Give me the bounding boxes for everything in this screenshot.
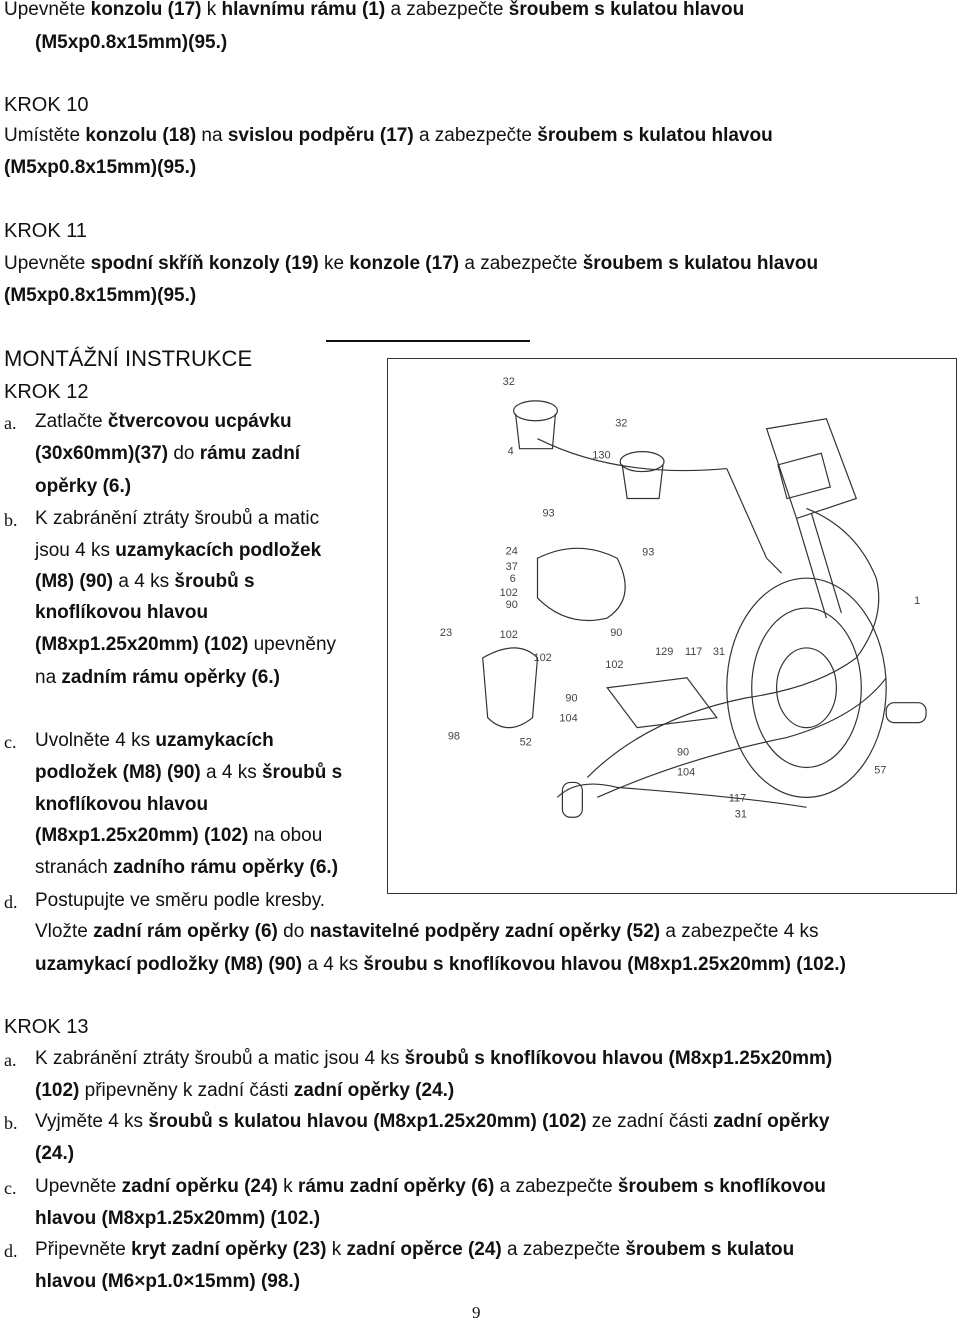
page-number: 9: [472, 1303, 481, 1322]
section-title: MONTÁŽNÍ INSTRUKCE: [4, 346, 253, 371]
step-13-c-line: [35, 1175, 826, 1199]
bold-text: nastavitelné podpěry zadní opěrky (52): [309, 921, 661, 942]
step-10-line-1: [4, 124, 773, 148]
bold-text: šroubem s kulatou: [625, 1239, 795, 1260]
text-run: ze zadní části: [586, 1111, 714, 1132]
part-label: 1: [914, 595, 921, 608]
bold-text: šroubů s: [174, 571, 255, 592]
bold-text: šroubem s kulatou hlavou: [508, 0, 745, 20]
step-12-b-line: [35, 570, 255, 594]
part-label: 90: [610, 626, 623, 639]
part-label: 90: [505, 599, 518, 612]
bold-text: (M5xp0.8x15mm)(95.): [4, 285, 197, 306]
front-stabilizer: [886, 703, 926, 723]
step-12-c-line: [35, 729, 274, 753]
part-label: 24: [505, 545, 518, 558]
text-run: k: [201, 0, 222, 20]
text-run: a zabezpečte: [494, 1176, 618, 1197]
bold-text: šroubů s knoflíkovou hlavou (M8xp1.25x20mm): [404, 1048, 833, 1069]
bold-text: zadní opěrky (24.): [293, 1080, 455, 1101]
part-label: 102: [499, 628, 518, 641]
text-run: Postupujte ve směru podle kresby.: [35, 890, 326, 911]
part-label: 102: [533, 651, 552, 664]
part-label: 57: [874, 764, 887, 777]
bold-text: svislou podpěru (17): [227, 125, 414, 146]
bold-text: zadním rámu opěrky (6.): [61, 667, 280, 688]
text-run: jsou 4 ks: [35, 540, 116, 561]
text-run: Vyjměte 4 ks: [35, 1111, 149, 1132]
step-11-line-2: [4, 284, 196, 308]
bold-text: (102): [35, 1080, 80, 1101]
text-run: a 4 ks: [302, 954, 364, 975]
bold-text: spodní skříň konzoly (19): [90, 253, 319, 274]
bold-text: podložek (M8) (90): [35, 762, 201, 783]
bold-text: (M8xp1.25x20mm) (102): [35, 825, 249, 846]
bold-text: šroubem s knoflíkovou: [617, 1176, 826, 1197]
bold-text: knoflíkovou hlavou: [35, 602, 209, 623]
text-run: Vložte: [35, 921, 94, 942]
text-run: stranách: [35, 857, 114, 878]
step-13-heading: KROK 13: [4, 1016, 89, 1038]
bold-text: rámu zadní opěrky (6): [297, 1176, 495, 1197]
bold-text: (M5xp0.8x15mm)(95.): [4, 157, 197, 178]
step-12-c-line: [35, 824, 322, 848]
text-run: K zabránění ztráty šroubů a matic: [35, 508, 320, 529]
bold-text: čtvercovou ucpávku: [107, 411, 292, 432]
part-label: 37: [505, 561, 518, 574]
cup-holder-left: [514, 401, 558, 421]
bold-text: hlavnímu rámu (1): [221, 0, 386, 20]
text-run: Upevněte: [4, 253, 91, 274]
step-10-heading: KROK 10: [4, 94, 89, 116]
part-label: 98: [447, 730, 461, 743]
text-run: a zabezpečte: [459, 253, 583, 274]
step-12-d-marker: d.: [4, 892, 18, 912]
bold-text: hlavou (M8xp1.25x20mm) (102.): [35, 1208, 321, 1229]
intro-line-1: [4, 0, 744, 22]
step-13-c-line: [35, 1207, 320, 1231]
step-12-b-line: [35, 601, 208, 625]
part-label: 93: [542, 507, 555, 520]
part-label: 23: [439, 626, 453, 639]
step-12-b-line: [35, 666, 280, 690]
part-label: 130: [592, 449, 611, 462]
bold-text: konzole (17): [349, 253, 460, 274]
step-12-c-line: [35, 761, 342, 785]
step-10-line-2: [4, 156, 196, 180]
console: [767, 419, 857, 519]
step-12-c-marker: c.: [4, 732, 17, 752]
text-run: připevněny k zadní části: [79, 1080, 294, 1101]
step-13-b-marker: b.: [4, 1113, 18, 1133]
step-12-d-line: [35, 953, 846, 977]
bold-text: konzolu (17): [90, 0, 202, 20]
step-13-a-line: [35, 1047, 832, 1071]
seat-back: [538, 548, 626, 620]
text-run: k: [326, 1239, 347, 1260]
text-run: do: [277, 921, 310, 942]
step-13-b-line: [35, 1110, 829, 1134]
step-13-d-marker: d.: [4, 1241, 18, 1261]
assembly-drawing: [388, 359, 956, 893]
part-label: 117: [728, 792, 747, 805]
bold-text: hlavou (M6×p1.0×15mm) (98.): [35, 1271, 301, 1292]
step-11-line-1: [4, 252, 818, 276]
part-label: 32: [615, 417, 628, 430]
part-label: 31: [712, 645, 726, 658]
text-run: Umístěte: [4, 125, 86, 146]
step-13-d-line: [35, 1238, 794, 1262]
bold-text: šroubem s kulatou hlavou: [582, 253, 819, 274]
step-12-b-line: [35, 633, 336, 657]
bold-text: (M8xp1.25x20mm) (102): [35, 634, 249, 655]
bold-text: zadního rámu opěrky (6.): [113, 857, 339, 878]
backrest-cover: [483, 648, 538, 728]
seat-bracket: [607, 678, 717, 728]
text-run: na obou: [248, 825, 323, 846]
step-12-c-line: [35, 856, 338, 880]
text-run: Uvolněte 4 ks: [35, 730, 156, 751]
bold-text: (M8) (90): [35, 571, 114, 592]
part-label: 129: [655, 645, 674, 658]
step-11-heading: KROK 11: [4, 220, 87, 242]
text-run: na: [35, 667, 62, 688]
bold-text: šroubem s kulatou hlavou: [537, 125, 773, 146]
step-12-b-line: [35, 507, 319, 531]
part-label: 102: [605, 658, 624, 671]
text-run: a zabezpečte: [385, 0, 509, 20]
step-12-a-line: [35, 475, 131, 499]
part-label: 4: [507, 445, 514, 458]
step-12-d-line: [35, 920, 819, 944]
part-label: 104: [559, 712, 578, 725]
step-13-b-line: [35, 1142, 74, 1166]
shroud: [727, 578, 886, 797]
assembly-diagram: [387, 358, 957, 894]
bold-text: (M5xp0.8x15mm)(95.): [35, 32, 228, 53]
bold-text: uzamykacích: [155, 730, 274, 751]
text-run: a zabezpečte: [501, 1239, 626, 1260]
part-label: 52: [519, 736, 532, 749]
part-label: 90: [676, 746, 690, 759]
text-run: do: [168, 443, 200, 464]
step-13-a-marker: a.: [4, 1050, 17, 1070]
step-12-heading: KROK 12: [4, 381, 89, 403]
part-label: 90: [565, 692, 578, 705]
bold-text: kryt zadní opěrky (23): [131, 1239, 327, 1260]
step-12-c-line: [35, 793, 208, 817]
bold-text: zadní opěrky: [713, 1111, 830, 1132]
part-label: 117: [684, 645, 703, 658]
bold-text: zadní opěrce (24): [346, 1239, 502, 1260]
bold-text: uzamykací podložky (M8) (90): [35, 954, 303, 975]
text-run: a zabezpečte 4 ks: [660, 921, 819, 942]
step-12-b-line: [35, 539, 321, 563]
handlebar: [538, 439, 727, 471]
text-run: k: [277, 1176, 298, 1197]
text-run: Upevněte: [4, 0, 91, 20]
section-divider: [326, 340, 530, 342]
step-12-a-line: [35, 410, 292, 434]
step-12-d-line: [35, 889, 325, 913]
part-label: 32: [502, 375, 515, 388]
frame-outline: [587, 508, 878, 777]
step-13-a-line: [35, 1079, 454, 1103]
bold-text: uzamykacích podložek: [115, 540, 322, 561]
text-run: a 4 ks: [200, 762, 262, 783]
text-run: Upevněte: [35, 1176, 122, 1197]
bold-text: (24.): [35, 1143, 75, 1164]
intro-line-2: [35, 31, 227, 55]
text-run: upevněny: [248, 634, 337, 655]
bold-text: konzolu (18): [85, 125, 197, 146]
bold-text: šroubů s: [261, 762, 343, 783]
bold-text: šroubu s knoflíkovou hlavou (M8xp1.25x20mm) (102.): [363, 954, 846, 975]
bold-text: (30x60mm)(37): [35, 443, 169, 464]
text-run: a 4 ks: [113, 571, 175, 592]
text-run: Připevněte: [35, 1239, 132, 1260]
text-run: na: [196, 125, 228, 146]
bold-text: rámu zadní: [199, 443, 301, 464]
text-run: a zabezpečte: [413, 125, 538, 146]
part-labels: [440, 376, 920, 820]
text-run: Zatlačte: [35, 411, 108, 432]
text-run: ke: [318, 253, 350, 274]
bold-text: šroubů s kulatou hlavou (M8xp1.25x20mm) (102): [148, 1111, 587, 1132]
step-13-c-marker: c.: [4, 1178, 17, 1198]
part-label: 6: [509, 573, 516, 586]
bold-text: zadní rám opěrky (6): [93, 921, 278, 942]
step-13-d-line: [35, 1270, 300, 1294]
text-run: K zabránění ztráty šroubů a matic jsou 4 ks: [35, 1048, 405, 1069]
bold-text: opěrky (6.): [35, 476, 132, 497]
bold-text: knoflíkovou hlavou: [35, 794, 209, 815]
step-12-a-line: [35, 442, 300, 466]
step-12-b-marker: b.: [4, 510, 18, 530]
bold-text: zadní opěrku (24): [121, 1176, 278, 1197]
part-label: 104: [676, 766, 696, 779]
part-label: 31: [734, 808, 747, 821]
step-12-a-marker: a.: [4, 413, 17, 433]
part-label: 102: [499, 587, 518, 600]
part-label: 93: [642, 546, 655, 559]
